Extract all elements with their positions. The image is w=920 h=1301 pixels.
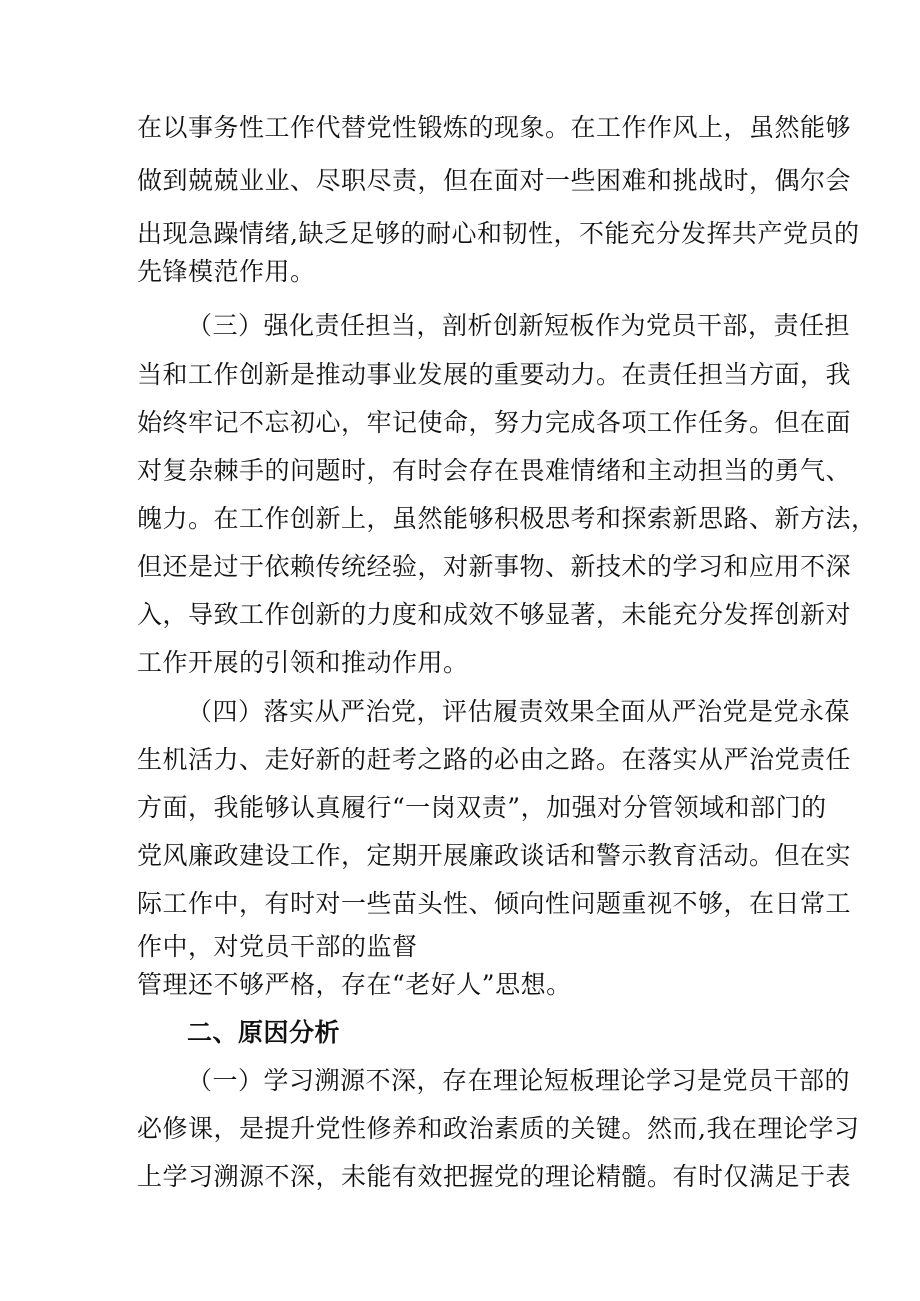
text-line: 当和工作创新是推动事业发展的重要动力。在责任担当方面，我 [137,360,852,389]
paragraph-start-line: （一）学习溯源不深，存在理论短板理论学习是党员干部的 [187,1066,851,1095]
text-line: 方面，我能够认真履行“一岗双责”，加强对分管领域和部门的 [137,793,827,822]
text-line: 作中，对党员干部的监督 [137,932,418,961]
text-line: 在以事务性工作代替党性锻炼的现象。在工作作风上，虽然能够 [137,113,852,142]
text-line: 魄力。在工作创新上，虽然能够积极思考和探索新思路、新方法， [137,504,877,533]
text-line: 对复杂棘手的问题时，有时会存在畏难情绪和主动担当的勇气、 [137,456,852,485]
text-line: 必修课，是提升党性修养和政治素质的关键。然而,我在理论学习 [137,1114,860,1143]
text-line: 做到兢兢业业、尽职尽责，但在面对一些困难和挑战时，偶尔会 [137,166,852,195]
text-line: 党风廉政建设工作，定期开展廉政谈话和警示教育活动。但在实 [137,841,852,870]
paragraph-start-line: （三）强化责任担当，剖析创新短板作为党员干部，责任担 [187,311,851,340]
text-line: 出现急躁情绪,缺乏足够的耐心和韧性，不能充分发挥共产党员的 [137,219,860,248]
text-line: 但还是过于依赖传统经验，对新事物、新技术的学习和应用不深 [137,552,852,581]
text-line: 工作开展的引领和推动作用。 [137,648,469,677]
text-line: 入，导致工作创新的力度和成效不够显著，未能充分发挥创新对 [137,600,852,629]
paragraph-start-line: （四）落实从严治党，评估履责效果全面从严治党是党永葆 [187,697,851,726]
text-line: 先锋模范作用。 [137,257,316,286]
text-line: 生机活力、走好新的赶考之路的必由之路。在落实从严治党责任 [137,745,852,774]
section-heading: 二、原因分析 [187,1018,341,1047]
text-line: 际工作中，有时对一些苗头性、倾向性问题重视不够，在日常工 [137,889,852,918]
text-line: 上学习溯源不深，未能有效把握党的理论精髓。有时仅满足于表 [137,1162,852,1191]
text-line: 管理还不够严格，存在“老好人”思想。 [137,970,572,999]
text-line: 始终牢记不忘初心，牢记使命，努力完成各项工作任务。但在面 [137,408,852,437]
